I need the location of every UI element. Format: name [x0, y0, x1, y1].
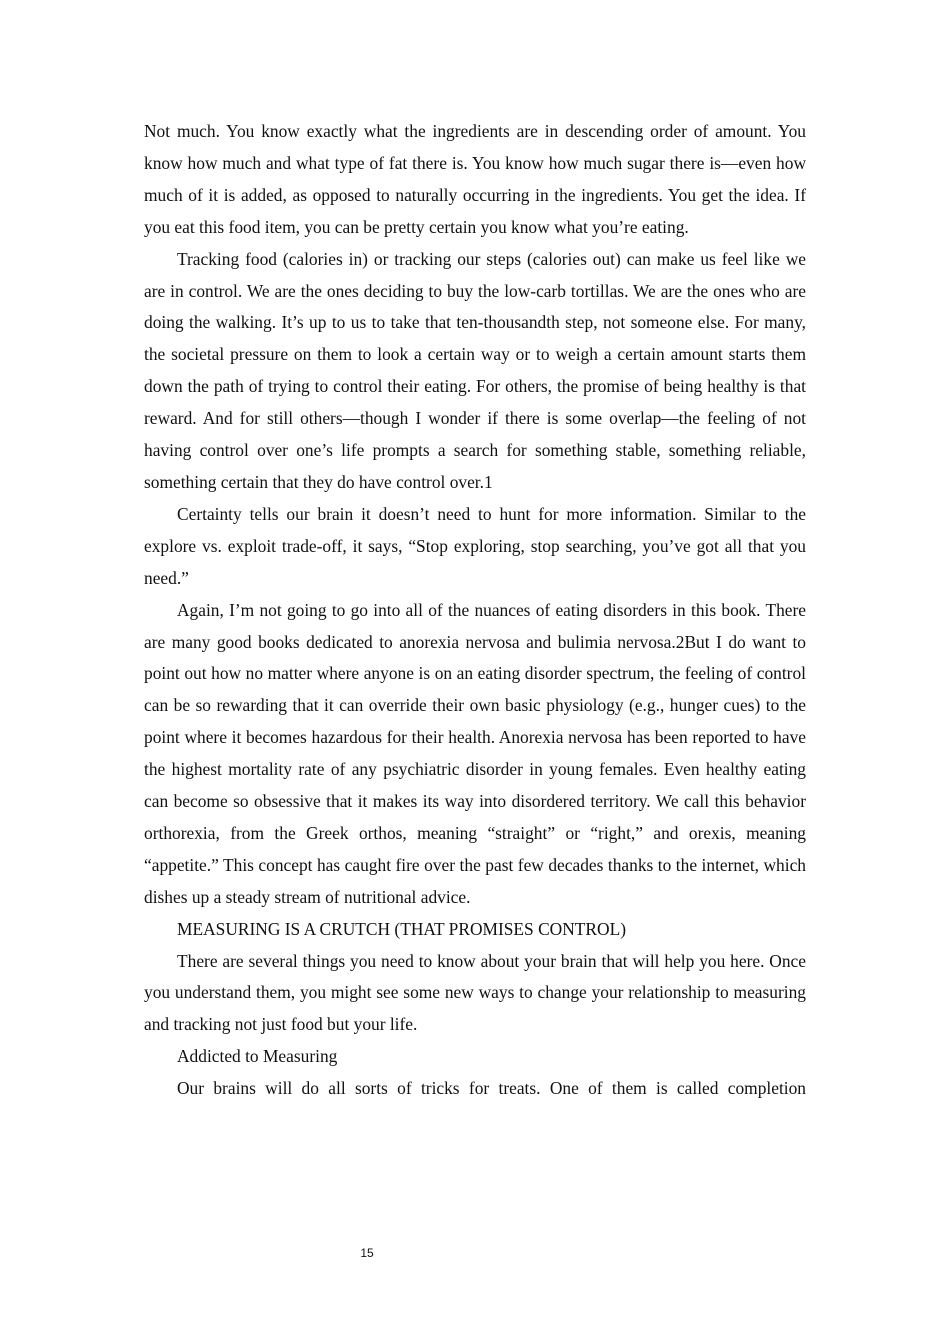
paragraph-intro-brain: There are several things you need to know about your brain that will help you here. Once you understand them, you might see some new ways to change your relationship to measuring and tracking not just food but your life.	[144, 950, 806, 1035]
subsection-heading: Addicted to Measuring	[177, 1046, 338, 1067]
paragraph-completion: Our brains will do all sorts of tricks for treats. One of them is called completion	[177, 1078, 806, 1099]
paragraph-tracking-control: Tracking food (calories in) or tracking our steps (calories out) can make us feel like we are in control. We are the ones deciding to buy the low-carb tortillas. We are the ones who are doing the walking. It’s up to us to take that ten-thousandth step, not someone else. For many, the societal pressure on them to look a certain way or to weigh a certain amount starts them down the path of trying to control their eating. For others, the promise of being healthy is that reward. And for still others—though I wonder if there is some overlap—the feeling of not having control over one’s life prompts a search for something stable, something reliable, something certain that they do have control over.1	[144, 248, 806, 492]
page-number: 15	[360, 1246, 374, 1260]
section-heading: MEASURING IS A CRUTCH (THAT PROMISES CONTROL)	[177, 918, 626, 939]
paragraph-eating-disorders: Again, I’m not going to go into all of the nuances of eating disorders in this book. There are many good books dedicated to anorexia nervosa and bulimia nervosa.2But I do want to point out how no matter where anyone is on an eating disorder spectrum, the feeling of control can be so rewarding that it can override their own basic physiology (e.g., hunger cues) to the point where it becomes hazardous for their health. Anorexia nervosa has been reported to have the highest mortality rate of any psychiatric disorder in young females. Even healthy eating can become so obsessive that it makes its way into disordered territory. We call this behavior orthorexia, from the Greek orthos, meaning “straight” or “right,” and orexis, meaning “appetite.” This concept has caught fire over the past few decades thanks to the internet, which dishes up a steady stream of nutritional advice.	[144, 599, 806, 907]
paragraph-certainty: Certainty tells our brain it doesn’t need to hunt for more information. Similar to the explore vs. exploit trade-off, it says, “Stop exploring, stop searching, you’ve got all that you need.”	[144, 503, 806, 588]
paragraph-continuation: Not much. You know exactly what the ingredients are in descending order of amount. You know how much and what type of fat there is. You know how much sugar there is—even how much of it is added, as opposed to naturally occurring in the ingredients. You get the idea. If you eat this food item, you can be pretty certain you know what you’re eating.	[144, 121, 806, 237]
body-text	[144, 116, 806, 1105]
